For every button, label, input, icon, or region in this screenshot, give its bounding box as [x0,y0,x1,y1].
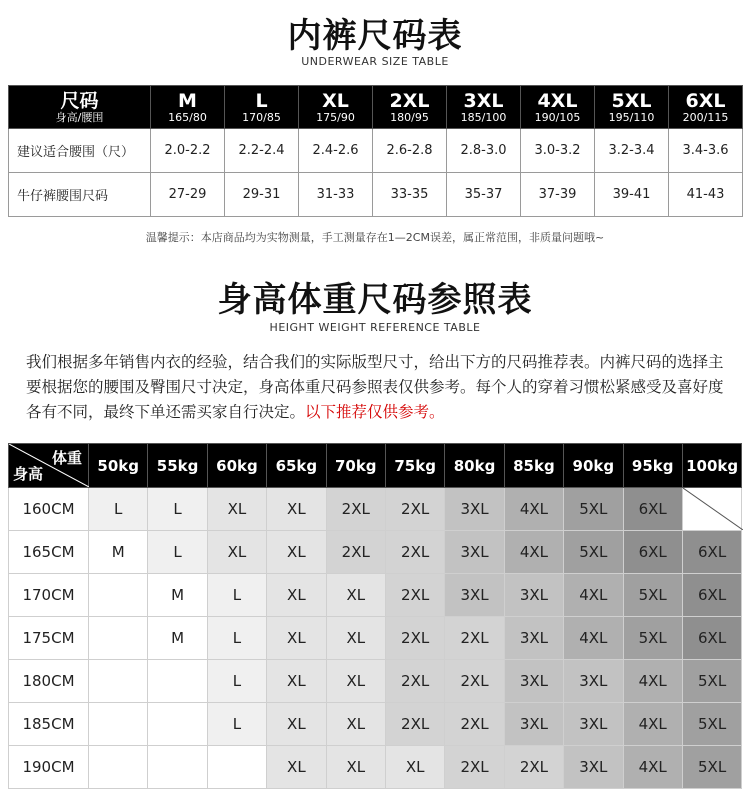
reference-row [9,660,742,703]
size-table [8,85,743,217]
size-recommendation-cell: XL [267,703,326,746]
size-recommendation-cell: XL [326,617,385,660]
size-recommendation-cell: 6XL [623,488,682,531]
size-name: 6XL [685,89,726,112]
size-cell: 41-43 [669,173,743,217]
size-height-waist: 170/85 [242,110,281,124]
size-cell: 29-31 [225,173,299,217]
size-cell: 33-35 [373,173,447,217]
size-height-waist: 200/115 [682,110,729,124]
corner-height-label: 身高 [13,465,44,483]
size-recommendation-cell [89,617,148,660]
size-recommendation-cell: 3XL [504,703,563,746]
size-recommendation-cell: XL [207,531,266,574]
size-recommendation-cell [148,703,207,746]
size-recommendation-cell: 4XL [504,488,563,531]
size-recommendation-cell: 3XL [564,703,623,746]
size-recommendation-cell: XL [267,746,326,789]
size-recommendation-cell: XL [326,574,385,617]
height-label: 175CM [9,617,89,660]
size-recommendation-cell: 5XL [564,488,623,531]
size-height-waist: 180/95 [390,110,429,124]
size-header-l [225,86,299,129]
size-recommendation-cell: L [207,703,266,746]
size-cell: 37-39 [521,173,595,217]
size-name: 3XL [463,89,504,112]
reference-row [9,574,742,617]
size-recommendation-cell: 5XL [564,531,623,574]
height-label: 165CM [9,531,89,574]
size-cell: 31-33 [299,173,373,217]
size-recommendation-cell: 4XL [564,617,623,660]
size-recommendation-cell: 3XL [445,531,504,574]
weight-header: 80kg [445,444,504,488]
size-recommendation-cell: XL [267,617,326,660]
reference-table [8,443,742,789]
size-recommendation-cell: 2XL [445,660,504,703]
size-recommendation-cell: XL [267,660,326,703]
size-recommendation-cell: 4XL [623,746,682,789]
size-name: M [178,89,197,112]
size-chart-title: 内裤尺码表 [287,16,463,56]
weight-header: 90kg [564,444,623,488]
size-height-waist: 185/100 [460,110,507,124]
size-recommendation-cell: 2XL [385,531,444,574]
size-recommendation-cell: 5XL [682,746,741,789]
corner-weight-label: 体重 [51,449,82,467]
size-recommendation-cell: 3XL [564,746,623,789]
size-header-m [151,86,225,129]
size-recommendation-cell: 3XL [445,488,504,531]
size-cell: 3.2-3.4 [595,129,669,173]
height-label: 190CM [9,746,89,789]
size-note: 温馨提示：本店商品均为实物测量，手工测量存在1—2CM误差，属正常范围，非质量问题哦~ [145,231,605,244]
size-recommendation-cell: 5XL [623,617,682,660]
size-table-header [9,86,743,129]
size-recommendation-cell: 6XL [682,617,741,660]
size-recommendation-cell [89,746,148,789]
size-recommendation-cell: L [207,660,266,703]
size-header-xl [299,86,373,129]
size-recommendation-cell: 6XL [623,531,682,574]
size-recommendation-cell: 2XL [385,703,444,746]
size-recommendation-cell: 6XL [682,574,741,617]
size-recommendation-cell: 3XL [564,660,623,703]
reference-row [9,488,742,531]
size-recommendation-cell: L [207,574,266,617]
size-label-sub: 身高/腰围 [55,110,104,124]
weight-header: 55kg [148,444,207,488]
size-name: 5XL [611,89,652,112]
weight-header: 75kg [385,444,444,488]
weight-header: 100kg [682,444,741,488]
size-height-waist: 165/80 [168,110,207,124]
size-header-5xl [595,86,669,129]
size-name: XL [322,89,349,112]
size-name: 4XL [537,89,578,112]
size-recommendation-cell: 4XL [504,531,563,574]
height-label: 185CM [9,703,89,746]
size-recommendation-cell: 5XL [623,574,682,617]
size-recommendation-cell: XL [207,488,266,531]
size-recommendation-cell: L [89,488,148,531]
reference-row [9,531,742,574]
empty-diagonal-cell [682,488,741,531]
size-recommendation-cell [148,660,207,703]
size-recommendation-cell [89,660,148,703]
size-recommendation-cell: 3XL [445,574,504,617]
size-cell: 2.2-2.4 [225,129,299,173]
size-cell: 35-37 [447,173,521,217]
size-recommendation-cell: XL [267,488,326,531]
weight-header: 50kg [89,444,148,488]
size-recommendation-cell [89,574,148,617]
size-recommendation-cell: 2XL [385,488,444,531]
size-recommendation-cell: XL [267,531,326,574]
size-name: L [255,89,268,112]
size-cell: 2.6-2.8 [373,129,447,173]
weight-header: 70kg [326,444,385,488]
size-recommendation-cell: XL [385,746,444,789]
size-recommendation-cell: 3XL [504,617,563,660]
size-row-label: 牛仔裤腰围尺码 [9,173,151,217]
size-cell: 2.4-2.6 [299,129,373,173]
size-recommendation-cell: 2XL [445,746,504,789]
size-recommendation-cell: 2XL [504,746,563,789]
size-recommendation-cell: 4XL [564,574,623,617]
weight-header: 60kg [207,444,266,488]
size-recommendation-cell: 2XL [385,660,444,703]
size-recommendation-cell [207,746,266,789]
size-chart-subtitle: UNDERWEAR SIZE TABLE [301,55,449,68]
size-recommendation-cell: M [148,617,207,660]
size-height-waist: 195/110 [608,110,655,124]
size-recommendation-cell: 2XL [326,531,385,574]
size-recommendation-cell [148,746,207,789]
size-cell: 27-29 [151,173,225,217]
size-cell: 2.0-2.2 [151,129,225,173]
height-label: 160CM [9,488,89,531]
reference-row [9,746,742,789]
weight-header: 85kg [504,444,563,488]
size-recommendation-cell: XL [326,703,385,746]
weight-header: 95kg [623,444,682,488]
size-recommendation-cell: M [148,574,207,617]
size-recommendation-cell: L [207,617,266,660]
cell-diagonal [683,488,743,530]
size-cell: 3.4-3.6 [669,129,743,173]
size-cell: 2.8-3.0 [447,129,521,173]
size-header-3xl [447,86,521,129]
size-header-2xl [373,86,447,129]
size-label-main: 尺码 [60,89,99,112]
size-header-6xl [669,86,743,129]
size-recommendation-cell: 3XL [504,660,563,703]
size-cell: 3.0-3.2 [521,129,595,173]
size-recommendation-cell: 5XL [682,660,741,703]
size-recommendation-cell: XL [267,574,326,617]
reference-title: 身高体重尺码参照表 [217,280,533,320]
paragraph-text: 我们根据多年销售内衣的经验，结合我们的实际版型尺寸，给出下方的尺码推荐表。内裤尺码的选择主要根据您的腰围及臀围尺寸决定，身高体重尺码参照表仅供参考。每个人的穿着习惯松紧感受及喜好度各有不同，最终下单还需买家自行决定。 [26,353,724,421]
reference-row [9,703,742,746]
size-recommendation-cell: L [148,531,207,574]
paragraph-red-text: 以下推荐仅供参考。 [305,403,445,421]
size-recommendation-cell: L [148,488,207,531]
size-recommendation-cell: 2XL [385,574,444,617]
size-recommendation-cell: 2XL [445,703,504,746]
size-height-waist: 175/90 [316,110,355,124]
size-table-row [9,129,743,173]
size-recommendation-cell: 2XL [326,488,385,531]
size-name: 2XL [389,89,430,112]
size-recommendation-cell: 6XL [682,531,741,574]
size-recommendation-cell: 2XL [385,617,444,660]
size-recommendation-cell: 5XL [682,703,741,746]
size-recommendation-cell: M [89,531,148,574]
size-header-label [9,86,151,129]
reference-subtitle: HEIGHT WEIGHT REFERENCE TABLE [269,321,481,334]
height-label: 170CM [9,574,89,617]
reference-table-header [9,444,742,488]
height-label: 180CM [9,660,89,703]
size-height-waist: 190/105 [534,110,581,124]
size-recommendation-cell: XL [326,660,385,703]
size-cell: 39-41 [595,173,669,217]
size-recommendation-cell: XL [326,746,385,789]
size-recommendation-cell: 3XL [504,574,563,617]
size-table-row [9,173,743,217]
size-recommendation-cell: 4XL [623,703,682,746]
weight-header: 65kg [267,444,326,488]
size-recommendation-cell: 2XL [445,617,504,660]
size-recommendation-cell: 4XL [623,660,682,703]
size-row-label: 建议适合腰围（尺） [9,129,151,173]
corner-cell [9,444,89,488]
reference-paragraph [26,350,736,425]
size-header-4xl [521,86,595,129]
reference-row [9,617,742,660]
size-recommendation-cell [89,703,148,746]
